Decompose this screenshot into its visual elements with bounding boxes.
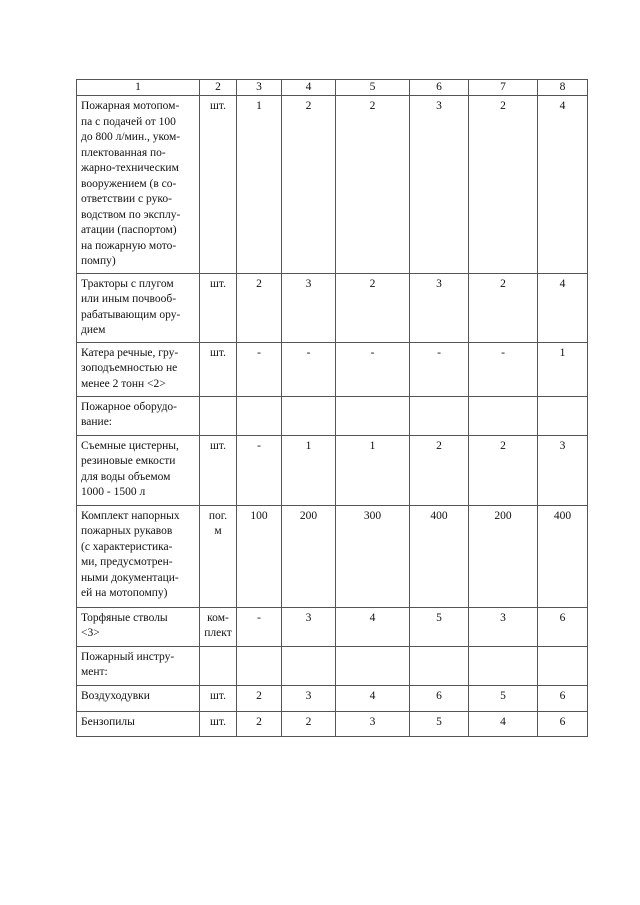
value-cell [237, 646, 282, 685]
value-cell: 3 [410, 273, 469, 342]
value-cell [336, 646, 410, 685]
value-cell: 100 [237, 505, 282, 607]
value-cell: 3 [538, 435, 588, 505]
table-row [77, 342, 588, 396]
value-cell: 2 [282, 711, 336, 736]
value-cell: 4 [336, 607, 410, 646]
value-cell: 5 [469, 685, 538, 711]
header-cell: 3 [237, 80, 282, 96]
value-cell: 6 [538, 685, 588, 711]
value-cell: 1 [282, 435, 336, 505]
value-cell: 3 [410, 96, 469, 274]
value-cell: - [410, 342, 469, 396]
value-cell: - [237, 342, 282, 396]
value-cell: 1 [538, 342, 588, 396]
section-title: Пожарное оборудо- вание: [77, 396, 200, 435]
value-cell: 6 [538, 711, 588, 736]
table-row [77, 435, 588, 505]
item-unit: шт. [200, 685, 237, 711]
value-cell [538, 396, 588, 435]
item-unit: шт. [200, 711, 237, 736]
value-cell [469, 646, 538, 685]
value-cell: - [469, 342, 538, 396]
value-cell: 3 [282, 273, 336, 342]
table-row [77, 685, 588, 711]
value-cell: 1 [336, 435, 410, 505]
item-unit [200, 396, 237, 435]
value-cell: 2 [410, 435, 469, 505]
section-title: Пожарный инстру- мент: [77, 646, 200, 685]
item-name: Воздуходувки [77, 685, 200, 711]
value-cell [410, 646, 469, 685]
header-cell: 1 [77, 80, 200, 96]
item-unit: ком- плект [200, 607, 237, 646]
item-unit: шт. [200, 435, 237, 505]
item-unit [200, 646, 237, 685]
table-row [77, 607, 588, 646]
value-cell: 4 [538, 96, 588, 274]
value-cell: 300 [336, 505, 410, 607]
item-unit: шт. [200, 342, 237, 396]
value-cell: 2 [336, 273, 410, 342]
value-cell: 400 [538, 505, 588, 607]
table-row [77, 96, 588, 274]
header-cell: 8 [538, 80, 588, 96]
item-unit: шт. [200, 96, 237, 274]
value-cell: 2 [282, 96, 336, 274]
value-cell: - [336, 342, 410, 396]
item-name: Катера речные, гру- зоподъемностью не менее 2 тонн <2> [77, 342, 200, 396]
item-unit: пог. м [200, 505, 237, 607]
value-cell: 5 [410, 711, 469, 736]
value-cell: 200 [282, 505, 336, 607]
table-row [77, 273, 588, 342]
table-row [77, 505, 588, 607]
value-cell: 1 [237, 96, 282, 274]
equipment-table [76, 79, 588, 737]
value-cell: - [282, 342, 336, 396]
value-cell: 2 [469, 435, 538, 505]
header-cell: 4 [282, 80, 336, 96]
value-cell: 2 [237, 273, 282, 342]
header-cell: 7 [469, 80, 538, 96]
table-row [77, 711, 588, 736]
header-cell: 6 [410, 80, 469, 96]
value-cell: 4 [469, 711, 538, 736]
value-cell: 2 [469, 273, 538, 342]
value-cell: 2 [336, 96, 410, 274]
value-cell: 5 [410, 607, 469, 646]
value-cell: 2 [237, 685, 282, 711]
item-name: Торфяные стволы <3> [77, 607, 200, 646]
value-cell [237, 396, 282, 435]
value-cell [282, 646, 336, 685]
table-row [77, 396, 588, 435]
value-cell: 4 [336, 685, 410, 711]
item-name: Бензопилы [77, 711, 200, 736]
item-unit: шт. [200, 273, 237, 342]
value-cell [336, 396, 410, 435]
value-cell: 3 [336, 711, 410, 736]
value-cell: 400 [410, 505, 469, 607]
item-name: Комплект напорных пожарных рукавов (с характеристика- ми, предусмотрен- ными документаци- ей на мотопомпу) [77, 505, 200, 607]
value-cell: 3 [469, 607, 538, 646]
item-name: Съемные цистерны, резиновые емкости для воды объемом 1000 - 1500 л [77, 435, 200, 505]
table-row [77, 646, 588, 685]
value-cell: 2 [469, 96, 538, 274]
item-name: Пожарная мотопом- па с подачей от 100 до 800 л/мин., уком- плектованная по- жарно-техническим вооружением (в со- ответствии с руко- водством по эксплу- атации (паспортом) на пожарную мото- помпу) [77, 96, 200, 274]
value-cell: 3 [282, 685, 336, 711]
value-cell: - [237, 435, 282, 505]
value-cell [538, 646, 588, 685]
value-cell [282, 396, 336, 435]
header-row [77, 80, 588, 96]
value-cell: 6 [538, 607, 588, 646]
value-cell: 200 [469, 505, 538, 607]
value-cell [410, 396, 469, 435]
value-cell: 3 [282, 607, 336, 646]
item-name: Тракторы с плугом или иным почвооб- рабатывающим ору- дием [77, 273, 200, 342]
value-cell: 2 [237, 711, 282, 736]
header-cell: 2 [200, 80, 237, 96]
value-cell: - [237, 607, 282, 646]
value-cell: 6 [410, 685, 469, 711]
value-cell [469, 396, 538, 435]
header-cell: 5 [336, 80, 410, 96]
value-cell: 4 [538, 273, 588, 342]
